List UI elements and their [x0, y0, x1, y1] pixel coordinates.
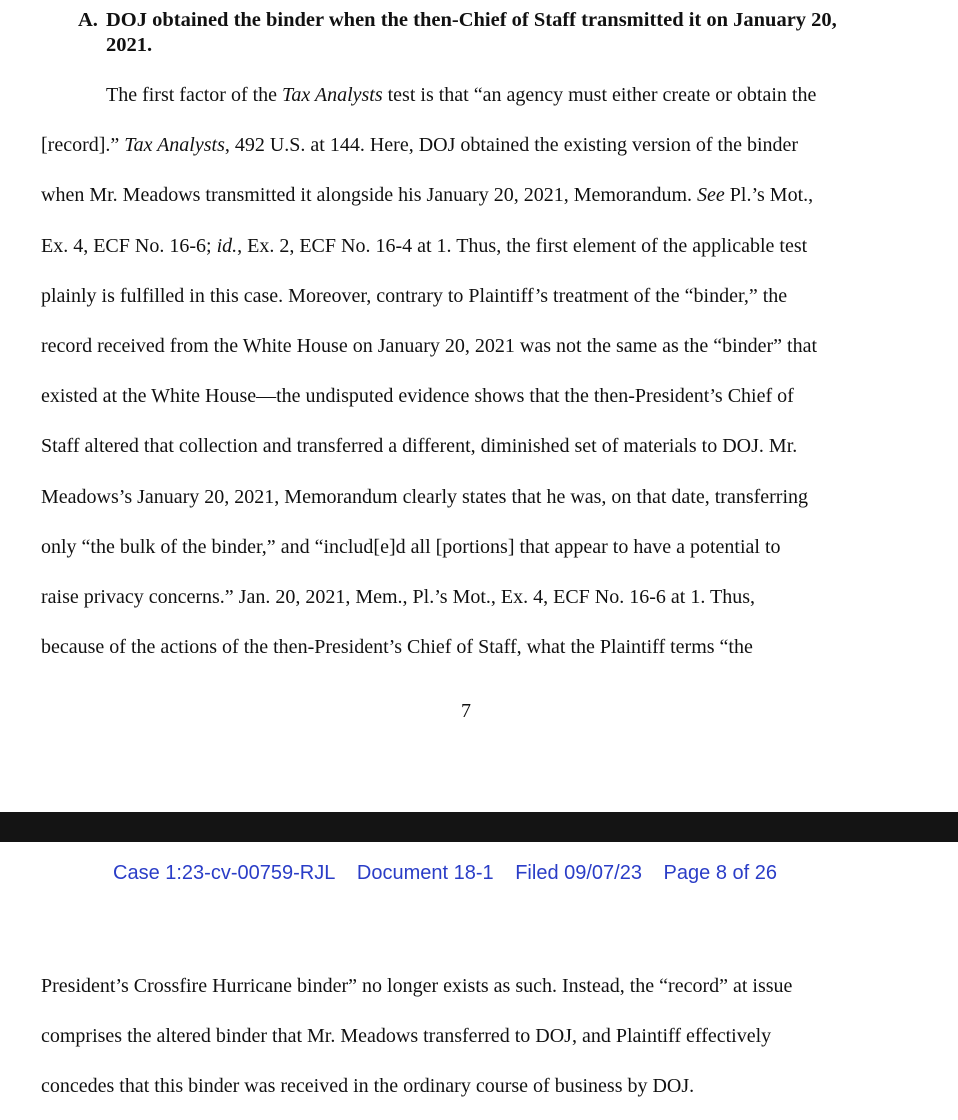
- case-number: Case 1:23-cv-00759-RJL: [113, 862, 336, 884]
- paragraph-line: only “the bulk of the binder,” and “includ[e]d all [portions] that appear to have a potential to: [41, 535, 781, 558]
- page-divider: [0, 812, 958, 842]
- paragraph-line: Staff altered that collection and transferred a different, diminished set of materials to DOJ. Mr.: [41, 435, 798, 458]
- section-heading-line-1: DOJ obtained the binder when the then-Chief of Staff transmitted it on January 20,: [106, 9, 837, 31]
- paragraph-line: Meadows’s January 20, 2021, Memorandum clearly states that he was, on that date, transferring: [41, 485, 809, 508]
- paragraph-line: because of the actions of the then-President’s Chief of Staff, what the Plaintiff terms “the: [41, 636, 753, 659]
- paragraph-line: The first factor of the Tax Analysts test is that “an agency must either create or obtain the: [106, 84, 817, 106]
- paragraph-line: comprises the altered binder that Mr. Meadows transferred to DOJ, and Plaintiff effectively: [41, 1025, 772, 1048]
- document-number: Document 18-1: [356, 862, 494, 884]
- body-paragraph-2: [41, 961, 921, 1112]
- page-count: Page 8 of 26: [663, 862, 777, 884]
- paragraph-line: record received from the White House on January 20, 2021 was not the same as the “binder” that: [41, 334, 818, 357]
- paragraph-line: Ex. 4, ECF No. 16-6; id., Ex. 2, ECF No. 16-4 at 1. Thus, the first element of the applicable test: [41, 234, 808, 257]
- paragraph-line: President’s Crossfire Hurricane binder” no longer exists as such. Instead, the “record” at issue: [41, 975, 793, 997]
- paragraph-line: [record].” Tax Analysts, 492 U.S. at 144. Here, DOJ obtained the existing version of the binder: [41, 134, 799, 157]
- section-heading-line-2: 2021.: [106, 34, 153, 56]
- case-header: [113, 862, 793, 885]
- paragraph-line: raise privacy concerns.” Jan. 20, 2021, Mem., Pl.’s Mot., Ex. 4, ECF No. 16-6 at 1. Thus,: [41, 585, 755, 608]
- paragraph-line: plainly is fulfilled in this case. Moreover, contrary to Plaintiff’s treatment of the “binder,” the: [41, 284, 788, 307]
- paragraph-line: when Mr. Meadows transmitted it alongside his January 20, 2021, Memorandum. See Pl.’s Mot.,: [41, 184, 814, 207]
- body-paragraph-1: [41, 70, 921, 672]
- section-heading: [78, 8, 918, 58]
- section-marker: A.: [78, 9, 98, 31]
- paragraph-line: existed at the White House—the undisputed evidence shows that the then-President’s Chief of: [41, 385, 794, 408]
- paragraph-line: concedes that this binder was received in the ordinary course of business by DOJ.: [41, 1075, 695, 1098]
- page-number: 7: [461, 700, 471, 722]
- filed-date: Filed 09/07/23: [515, 862, 642, 884]
